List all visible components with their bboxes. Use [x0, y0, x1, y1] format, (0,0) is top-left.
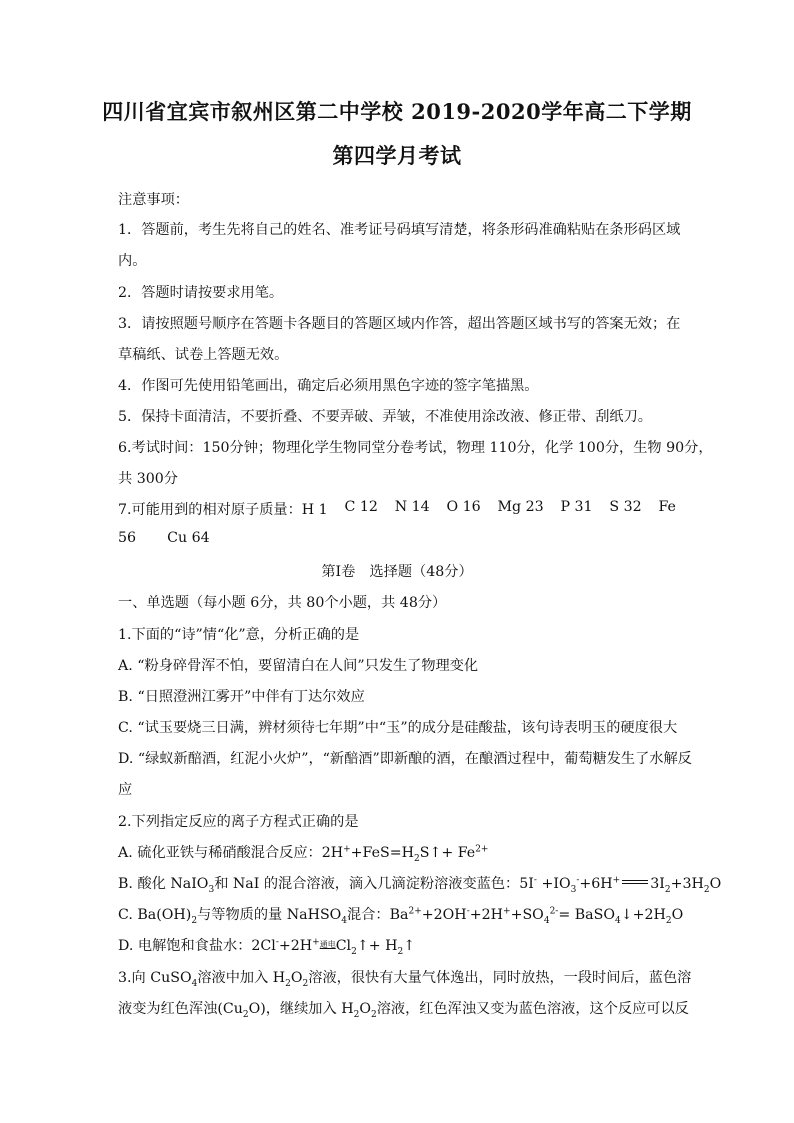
atomic-mass-line	[118, 499, 676, 519]
question-2-option-a: A. 硫化亚铁与稀硝酸混合反应：$2H^++FeS=H_2S↑+ Fe^{2+}$	[118, 844, 489, 864]
atomic-mass-fe-value: 56	[118, 530, 137, 546]
atomic-mass-cont	[118, 530, 210, 546]
atomic-mass-cu: Cu 64	[167, 530, 210, 546]
atomic-mass-fe: Fe	[658, 499, 676, 515]
question-2-option-d: D. 电解饱和食盐水：2Cl-+2H+通电$Cl_2↑+$ $H_2↑$	[118, 937, 416, 957]
notice-item: 3．请按照题号顺序在答题卡各题目的答题区域内作答，超出答题区域书写的答案无效；在	[118, 316, 681, 332]
notice-item: 1．答题前，考生先将自己的姓名、准考证号码填写清楚，将条形码准确粘贴在条形码区域	[118, 222, 681, 238]
question-1-stem: 1.下面的“诗”情“化”意，分析正确的是	[118, 627, 360, 643]
notice-heading: 注意事项：	[118, 192, 189, 208]
notice-item: 共 300分	[118, 471, 178, 487]
question-2-option-c: C. $Ba(OH)_2$与等物质的量 NaHSO$_4$混合：$Ba^{2+}+2OH^-+2H^++SO_4^{2-}=$ $BaSO_4↓+2H_2O$	[118, 906, 684, 926]
section-title: 第Ⅰ卷 选择题（48分）	[321, 564, 473, 580]
question-2-option-b: B. 酸化 NaIO$_3$和 NaI 的混合溶液，滴入几滴淀粉溶液变蓝色：$5I^- +IO_3^-+6H^+$ $3I_2+3H_2O$	[118, 875, 722, 895]
document-title-line2: 第四学月考试	[332, 143, 462, 168]
question-1-option-b: B. “日照澄洲江雾开”中伴有丁达尔效应	[118, 689, 365, 705]
section-heading: 一、单选题（每小题 6分，共 80个小题，共 48分）	[118, 595, 447, 611]
document-title-line1: 四川省宜宾市叙州区第二中学校 2019-2020学年高二下学期	[102, 99, 692, 124]
notice-item: 内。	[118, 253, 147, 269]
atomic-mass-n: N 14	[394, 499, 430, 515]
atomic-mass-o: O 16	[446, 499, 481, 515]
atomic-mass-p: P 31	[560, 499, 593, 515]
atomic-mass-mg: Mg 23	[497, 499, 544, 515]
notice-item: 2．答题时请按要求用笔。	[118, 285, 284, 301]
notice-item: 5．保持卡面清洁，不要折叠、不要弄破、弄皱，不准使用涂改液、修正带、刮纸刀。	[118, 409, 652, 425]
question-3-line1: 3.向 CuSO$_4$溶液中加入 $H_2O_2$溶液，很快有大量气体逸出，同时放热，一段时间后，蓝色溶	[118, 970, 692, 989]
question-2-stem: 2.下列指定反应的离子方程式正确的是	[118, 814, 359, 830]
equals-sign-icon	[622, 880, 648, 884]
notice-item: 草稿纸、试卷上答题无效。	[118, 347, 289, 363]
atomic-mass-s: S 32	[609, 499, 642, 515]
question-3-line2: 液变为红色浑浊$(Cu_2O)$，继续加入 $H_2O_2$溶液，红色浑浊又变为蓝色溶液，这个反应可以反	[118, 1001, 689, 1020]
notice-item: 6.考试时间：150分钟；物理化学生物同堂分卷考试，物理 110分，化学 100分，生物 90分，	[118, 440, 713, 456]
question-1-option-a: A. “粉身碎骨浑不怕，要留清白在人间”只发生了物理变化	[118, 658, 479, 674]
reaction-condition: 通电	[319, 940, 336, 949]
atomic-mass-c: C 12	[344, 499, 378, 515]
notice-item: 4．作图可先使用铅笔画出，确定后必须用黑色字迹的签字笔描黑。	[118, 378, 539, 394]
question-1-option-d: D. “绿蚁新醅酒，红泥小火炉”，“新醅酒”即新酿的酒，在酿酒过程中，葡萄糖发生了水解反	[118, 751, 692, 767]
question-1-option-c: C. “试玉要烧三日满，辨材须待七年期”中“玉”的成分是硅酸盐，该句诗表明玉的硬度很大	[118, 720, 678, 736]
question-1-option-d-cont: 应	[118, 782, 133, 798]
atomic-mass-heading: 7.可能用到的相对原子质量：H 1	[118, 502, 328, 518]
